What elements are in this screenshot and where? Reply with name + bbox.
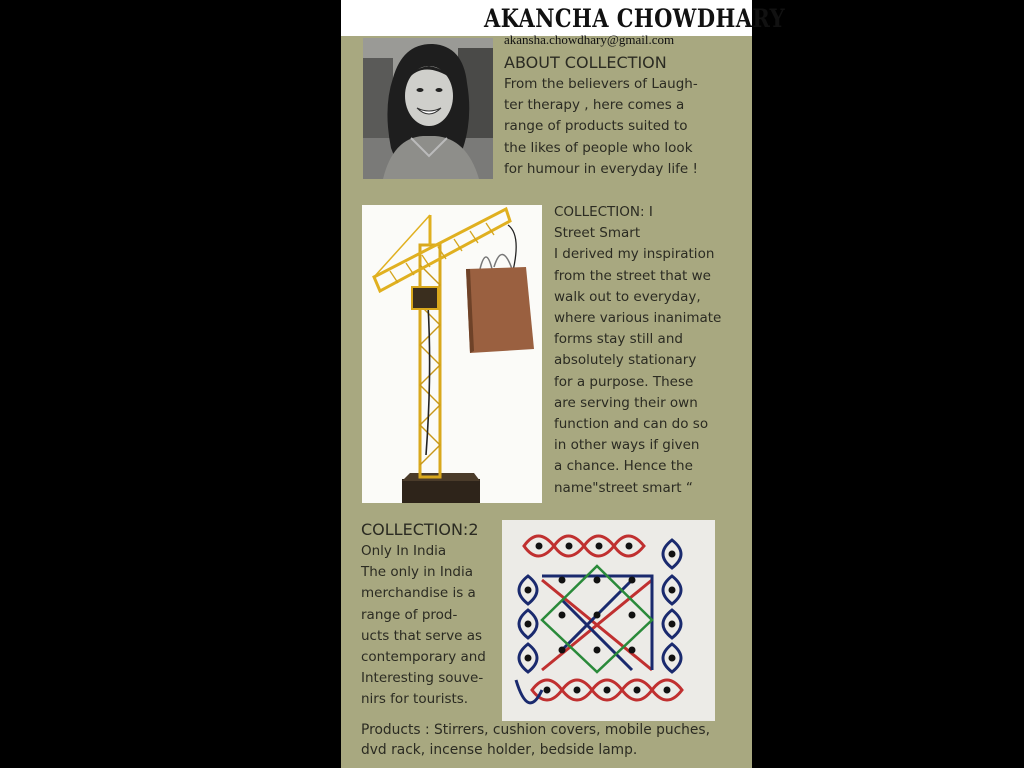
about-section — [504, 52, 698, 180]
header-bar — [341, 0, 786, 36]
collection2-heading: COLLECTION:2 — [361, 520, 479, 539]
products-footer — [361, 720, 741, 760]
portfolio-page — [341, 0, 786, 768]
portrait-photo — [363, 38, 493, 179]
collection1-line: are serving their own — [554, 394, 698, 411]
collection1-line: forms stay still and — [554, 331, 683, 348]
about-line: the likes of people who look — [504, 139, 693, 156]
collection1-line: in other ways if given — [554, 437, 700, 454]
crane-lamp-image — [362, 205, 542, 503]
about-line: range of products suited to — [504, 118, 688, 135]
collection2-line: merchandise is a — [361, 585, 476, 602]
collection2-line: range of prod- — [361, 606, 458, 623]
designer-name: AKANCHA CHOWDHARY — [484, 4, 786, 33]
collection1-line: absolutely stationary — [554, 352, 697, 369]
collection1-section — [554, 202, 721, 499]
about-line: ter therapy , here comes a — [504, 97, 685, 114]
products-line: Products : Stirrers, cushion covers, mobile puches, — [361, 722, 710, 738]
collection1-line: for a purpose. These — [554, 373, 694, 390]
collection2-line: contemporary and — [361, 649, 486, 666]
collection2-title: Only In India — [361, 543, 447, 559]
collection1-line: from the street that we — [554, 267, 711, 284]
about-line: From the believers of Laugh- — [504, 76, 698, 92]
collection1-line: where various inanimate — [554, 310, 722, 327]
collection1-line: a chance. Hence the — [554, 458, 693, 475]
collection1-line: walk out to everyday, — [554, 288, 701, 305]
about-line: for humour in everyday life ! — [504, 160, 698, 177]
collection2-line: The only in India — [361, 564, 473, 581]
products-line: dvd rack, incense holder, bedside lamp. — [361, 742, 638, 758]
collection2-line: Interesting souve- — [361, 670, 484, 687]
collection2-section — [361, 519, 486, 711]
collection1-line: I derived my inspiration — [554, 246, 715, 263]
collection2-line: ucts that serve as — [361, 627, 483, 644]
email-address[interactable]: akansha.chowdhary@gmail.com — [504, 32, 675, 47]
kolam-pattern-image — [502, 520, 715, 721]
collection1-heading: COLLECTION: I — [554, 204, 653, 220]
collection1-title: Street Smart — [554, 225, 641, 242]
collection1-line: name"street smart “ — [554, 479, 693, 496]
collection1-line: function and can do so — [554, 416, 709, 433]
collection2-line: nirs for tourists. — [361, 691, 469, 708]
about-heading: ABOUT COLLECTION — [504, 53, 667, 72]
